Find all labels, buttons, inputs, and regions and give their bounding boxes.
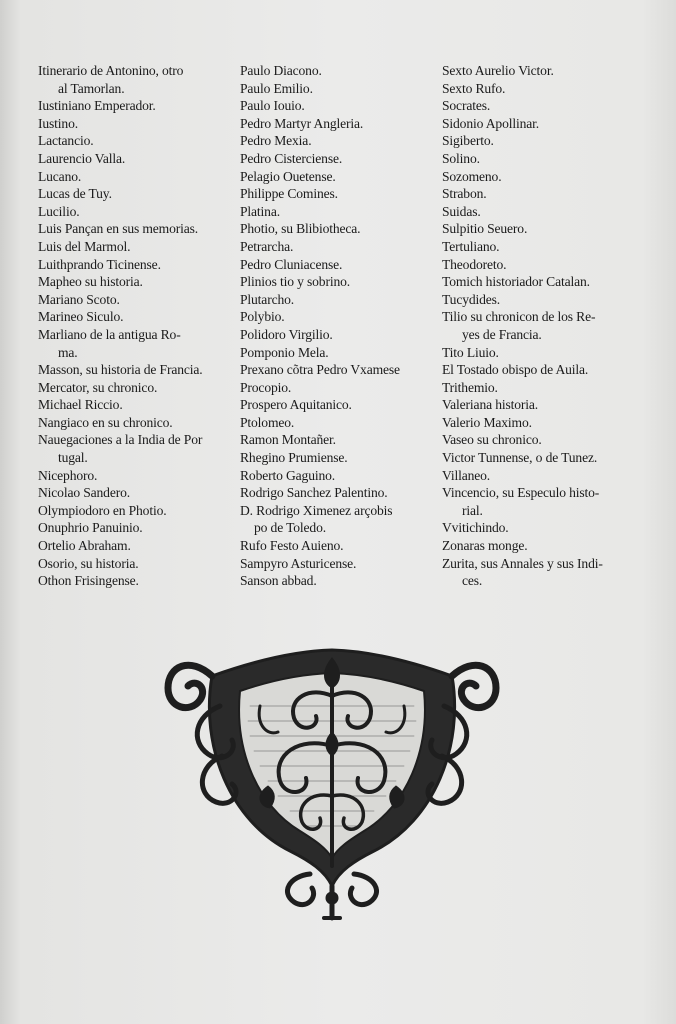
index-entry: Plinios tio y sobrino. (240, 274, 350, 290)
index-entry: Ramon Montañer. (240, 432, 336, 448)
index-entry: Tilio su chronicon de los Re- (442, 309, 596, 325)
index-entry: Vaseo su chronico. (442, 432, 542, 448)
index-entry: Luithprando Ticinense. (38, 256, 161, 272)
index-entry: Rufo Festo Auieno. (240, 538, 344, 554)
index-entry: Sozomeno. (442, 168, 502, 184)
index-entry: Sulpitio Seuero. (442, 221, 528, 237)
index-entry: al Tamorlan. (58, 80, 125, 96)
index-entry: Zurita, sus Annales y sus Indi- (442, 555, 603, 571)
index-entry: Plutarcho. (240, 291, 294, 307)
index-entry: Prexano cõtra Pedro Vxamese (240, 362, 400, 378)
index-entry: rial. (462, 502, 483, 518)
index-entry: Nangiaco en su chronico. (38, 414, 173, 430)
index-entry: Nicephoro. (38, 467, 98, 483)
index-entry: Vvitichindo. (442, 520, 509, 536)
index-entry: Sampyro Asturicense. (240, 555, 357, 571)
index-entry: Tito Liuio. (442, 344, 499, 360)
index-entry: Trithemio. (442, 379, 498, 395)
index-column-2 (240, 62, 445, 590)
index-entry: Masson, su historia de Francia. (38, 362, 203, 378)
index-entry: Paulo Emilio. (240, 80, 313, 96)
index-entry: Othon Frisingense. (38, 573, 139, 589)
index-entry: Mapheo su historia. (38, 274, 143, 290)
index-entry: Polybio. (240, 309, 285, 325)
index-entry: Tomich historiador Catalan. (442, 274, 590, 290)
index-entry: Lucas de Tuy. (38, 186, 112, 202)
index-column-1 (38, 62, 243, 590)
index-entry: Petrarcha. (240, 238, 294, 254)
index-entry: Pelagio Ouetense. (240, 168, 336, 184)
index-entry: Mariano Scoto. (38, 291, 120, 307)
index-entry: Theodoreto. (442, 256, 507, 272)
index-entry: Sexto Aurelio Victor. (442, 63, 554, 78)
index-entry: Vincencio, su Especulo histo- (442, 485, 600, 501)
index-entry: Nicolao Sandero. (38, 485, 130, 501)
index-entry: Zonaras monge. (442, 538, 528, 554)
index-entry: Polidoro Virgilio. (240, 326, 333, 342)
index-entry: El Tostado obispo de Auila. (442, 362, 589, 378)
index-entry: Paulo Diacono. (240, 63, 322, 78)
index-entry: Solino. (442, 150, 480, 166)
index-column-3 (442, 62, 657, 590)
index-entry: Tertuliano. (442, 238, 500, 254)
index-entry: Sexto Rufo. (442, 80, 506, 96)
index-entry: Prospero Aquitanico. (240, 397, 352, 413)
index-entry: yes de Francia. (462, 326, 542, 342)
index-entry: Nauegaciones a la India de Por (38, 432, 203, 448)
index-entry: Suidas. (442, 203, 481, 219)
index-entry: Mercator, su chronico. (38, 379, 158, 395)
index-entry: Itinerario de Antonino, otro (38, 63, 184, 78)
index-entry: Onuphrio Panuinio. (38, 520, 143, 536)
index-entry: Roberto Gaguino. (240, 467, 336, 483)
index-entry: Procopio. (240, 379, 292, 395)
index-entry: Pomponio Mela. (240, 344, 329, 360)
index-entry: Valerio Maximo. (442, 414, 532, 430)
index-entry: ces. (462, 573, 483, 589)
index-entry: Sanson abbad. (240, 573, 317, 589)
index-entry: Tucydides. (442, 291, 501, 307)
index-entry: Pedro Mexia. (240, 133, 312, 149)
index-entry: Sigiberto. (442, 133, 494, 149)
index-entry: Pedro Cluniacense. (240, 256, 343, 272)
index-entry: Ortelio Abraham. (38, 538, 131, 554)
index-entry: Lactancio. (38, 133, 94, 149)
index-entry: Victor Tunnense, o de Tunez. (442, 450, 598, 466)
index-entry: Laurencio Valla. (38, 150, 126, 166)
index-entry: Lucilio. (38, 203, 80, 219)
index-entry: Paulo Iouio. (240, 98, 305, 114)
index-entry: Photio, su Blibiotheca. (240, 221, 361, 237)
index-entry: Strabon. (442, 186, 487, 202)
index-entry: Olympiodoro en Photio. (38, 502, 167, 518)
index-entry: tugal. (58, 450, 88, 466)
index-entry: ma. (58, 344, 78, 360)
floral-ornament-icon (160, 636, 504, 926)
index-entry: Rodrigo Sanchez Palentino. (240, 485, 388, 501)
index-entry: Sidonio Apollinar. (442, 115, 539, 131)
index-entry: Ptolomeo. (240, 414, 295, 430)
index-entry: Iustino. (38, 115, 78, 131)
index-entry: Platina. (240, 203, 280, 219)
index-entry: Philippe Comines. (240, 186, 338, 202)
index-entry: po de Toledo. (254, 520, 326, 536)
index-entry: Pedro Martyr Angleria. (240, 115, 364, 131)
index-entry: Lucano. (38, 168, 82, 184)
index-entry: Marineo Siculo. (38, 309, 124, 325)
index-entry: Marliano de la antigua Ro- (38, 326, 181, 342)
index-entry: Valeriana historia. (442, 397, 539, 413)
index-entry: Osorio, su historia. (38, 555, 139, 571)
index-entry: D. Rodrigo Ximenez arçobis (240, 502, 393, 518)
index-entry: Luis del Marmol. (38, 238, 131, 254)
index-entry: Iustiniano Emperador. (38, 98, 156, 114)
index-entry: Pedro Cisterciense. (240, 150, 343, 166)
index-entry: Villaneo. (442, 467, 491, 483)
index-entry: Socrates. (442, 98, 491, 114)
index-entry: Michael Riccio. (38, 397, 123, 413)
index-entry: Luis Pançan en sus memorias. (38, 221, 199, 237)
index-entry: Rhegino Prumiense. (240, 450, 348, 466)
